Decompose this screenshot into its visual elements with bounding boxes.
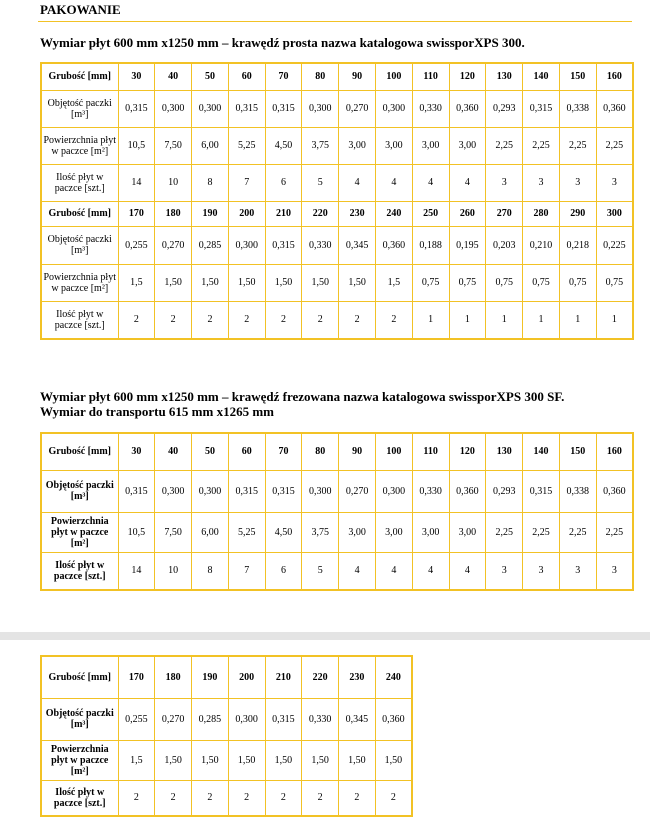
cell-count: 7: [228, 164, 265, 201]
cell-thickness: 60: [228, 63, 265, 90]
cell-count: 7: [228, 552, 265, 590]
block2-volume-row: [41, 226, 633, 264]
cell-count: 4: [339, 164, 376, 201]
cell-count: 2: [155, 780, 192, 816]
cell-area: 1,50: [192, 264, 229, 301]
cell-area: 10,5: [118, 127, 155, 164]
cell-count: 14: [118, 164, 155, 201]
cell-volume: 0,300: [302, 470, 339, 512]
cell-volume: 0,315: [228, 90, 265, 127]
cell-count: 4: [412, 164, 449, 201]
block1-area-row: [41, 127, 633, 164]
cell-area: 0,75: [449, 264, 486, 301]
block2-thickness-row: [41, 656, 412, 698]
cell-count: 2: [375, 780, 412, 816]
cell-thickness: 110: [412, 433, 449, 470]
cell-area: 1,50: [155, 264, 192, 301]
cell-area: 0,75: [412, 264, 449, 301]
cell-volume: 0,360: [449, 90, 486, 127]
cell-volume: 0,360: [596, 470, 633, 512]
cell-thickness: 240: [375, 201, 412, 226]
block1-count-row: [41, 164, 633, 201]
cell-thickness: 150: [559, 63, 596, 90]
cell-thickness: 190: [192, 656, 229, 698]
cell-count: 2: [118, 780, 155, 816]
cell-count: 2: [265, 780, 302, 816]
cell-thickness: 180: [155, 656, 192, 698]
cell-thickness: 300: [596, 201, 633, 226]
cell-area: 2,25: [523, 512, 560, 552]
cell-area: 3,00: [449, 512, 486, 552]
cell-area: 4,50: [265, 127, 302, 164]
cell-thickness: 70: [265, 63, 302, 90]
cell-volume: 0,330: [412, 470, 449, 512]
cell-area: 0,75: [523, 264, 560, 301]
cell-thickness: 200: [228, 201, 265, 226]
cell-thickness: 290: [559, 201, 596, 226]
block2-area-row: [41, 264, 633, 301]
cell-volume: 0,285: [192, 698, 229, 740]
cell-thickness: 130: [486, 63, 523, 90]
cell-thickness: 160: [596, 63, 633, 90]
cell-thickness: 120: [449, 63, 486, 90]
cell-thickness: 50: [192, 63, 229, 90]
cell-count: 2: [228, 301, 265, 339]
title-divider: [38, 21, 632, 22]
cell-area: 3,00: [412, 512, 449, 552]
cell-count: 2: [192, 301, 229, 339]
cell-area: 1,50: [302, 740, 339, 780]
cell-thickness: 260: [449, 201, 486, 226]
block2-thickness-row: [41, 201, 633, 226]
cell-thickness: 190: [192, 201, 229, 226]
cell-thickness: 90: [339, 63, 376, 90]
cell-volume: 0,255: [118, 226, 155, 264]
cell-area: 1,50: [375, 740, 412, 780]
row-label-count: Ilość płyt w paczce [szt.]: [41, 301, 118, 339]
section2-heading-line1: Wymiar płyt 600 mm x1250 mm – krawędź frezowana nazwa katalogowa swissporXPS 300 SF.: [40, 389, 565, 404]
cell-thickness: 100: [375, 63, 412, 90]
cell-volume: 0,315: [265, 698, 302, 740]
packaging-table-milled-edge-continued: [40, 655, 413, 817]
cell-count: 2: [339, 780, 376, 816]
cell-count: 4: [449, 164, 486, 201]
cell-volume: 0,300: [155, 470, 192, 512]
row-label-count: Ilość płyt w paczce [szt.]: [41, 164, 118, 201]
row-label-thickness: Grubość [mm]: [41, 433, 118, 470]
cell-count: 4: [412, 552, 449, 590]
cell-thickness: 30: [118, 433, 155, 470]
cell-area: 3,00: [339, 127, 376, 164]
cell-area: 1,50: [228, 264, 265, 301]
cell-area: 1,50: [339, 264, 376, 301]
cell-count: 8: [192, 552, 229, 590]
cell-area: 2,25: [486, 512, 523, 552]
cell-volume: 0,315: [265, 90, 302, 127]
cell-area: 2,25: [486, 127, 523, 164]
cell-area: 2,25: [596, 512, 633, 552]
cell-thickness: 180: [155, 201, 192, 226]
cell-count: 2: [302, 780, 339, 816]
cell-count: 14: [118, 552, 155, 590]
cell-count: 8: [192, 164, 229, 201]
section1-heading: Wymiar płyt 600 mm x1250 mm – krawędź prosta nazwa katalogowa swissporXPS 300.: [40, 35, 525, 50]
row-label-volume: Objętość paczki [m³]: [41, 90, 118, 127]
cell-volume: 0,360: [449, 470, 486, 512]
cell-area: 2,25: [596, 127, 633, 164]
cell-volume: 0,315: [523, 470, 560, 512]
packaging-table-milled-edge: [40, 432, 634, 591]
cell-area: 3,00: [412, 127, 449, 164]
cell-count: 1: [523, 301, 560, 339]
cell-count: 10: [155, 552, 192, 590]
cell-volume: 0,315: [118, 90, 155, 127]
cell-thickness: 170: [118, 656, 155, 698]
cell-count: 3: [596, 552, 633, 590]
cell-count: 4: [375, 552, 412, 590]
cell-count: 2: [155, 301, 192, 339]
cell-volume: 0,330: [412, 90, 449, 127]
cell-count: 2: [302, 301, 339, 339]
cell-count: 1: [412, 301, 449, 339]
cell-volume: 0,315: [228, 470, 265, 512]
block1-volume-row: [41, 470, 633, 512]
cell-volume: 0,300: [192, 90, 229, 127]
cell-area: 1,5: [118, 740, 155, 780]
cell-count: 10: [155, 164, 192, 201]
cell-thickness: 280: [523, 201, 560, 226]
cell-thickness: 150: [559, 433, 596, 470]
cell-area: 0,75: [596, 264, 633, 301]
cell-thickness: 30: [118, 63, 155, 90]
cell-thickness: 210: [265, 201, 302, 226]
cell-area: 6,00: [192, 127, 229, 164]
cell-count: 3: [486, 552, 523, 590]
cell-volume: 0,285: [192, 226, 229, 264]
cell-thickness: 80: [302, 433, 339, 470]
cell-thickness: 40: [155, 433, 192, 470]
cell-area: 1,50: [192, 740, 229, 780]
cell-volume: 0,225: [596, 226, 633, 264]
cell-area: 5,25: [228, 512, 265, 552]
cell-count: 4: [449, 552, 486, 590]
cell-area: 1,5: [375, 264, 412, 301]
cell-count: 6: [265, 552, 302, 590]
cell-volume: 0,360: [375, 698, 412, 740]
cell-thickness: 220: [302, 201, 339, 226]
cell-volume: 0,210: [523, 226, 560, 264]
cell-volume: 0,300: [192, 470, 229, 512]
cell-count: 3: [559, 552, 596, 590]
cell-count: 3: [486, 164, 523, 201]
cell-area: 1,50: [339, 740, 376, 780]
packaging-table-straight-edge: [40, 62, 634, 340]
cell-count: 2: [192, 780, 229, 816]
cell-volume: 0,300: [375, 90, 412, 127]
cell-count: 1: [596, 301, 633, 339]
cell-area: 7,50: [155, 127, 192, 164]
row-label-count: Ilość płyt w paczce [szt.]: [41, 552, 118, 590]
cell-volume: 0,300: [228, 698, 265, 740]
cell-volume: 0,300: [228, 226, 265, 264]
cell-count: 3: [559, 164, 596, 201]
cell-thickness: 60: [228, 433, 265, 470]
cell-thickness: 50: [192, 433, 229, 470]
cell-volume: 0,300: [302, 90, 339, 127]
block2-area-row: [41, 740, 412, 780]
block2-count-row: [41, 301, 633, 339]
cell-count: 2: [228, 780, 265, 816]
cell-count: 3: [523, 552, 560, 590]
block2-volume-row: [41, 698, 412, 740]
cell-area: 5,25: [228, 127, 265, 164]
block1-count-row: [41, 552, 633, 590]
cell-volume: 0,338: [559, 90, 596, 127]
cell-volume: 0,293: [486, 470, 523, 512]
cell-area: 1,5: [118, 264, 155, 301]
cell-area: 7,50: [155, 512, 192, 552]
row-label-volume: Objętość paczki [m³]: [41, 226, 118, 264]
row-label-area: Powierzchnia płyt w paczce [m²]: [41, 740, 118, 780]
cell-area: 3,00: [375, 127, 412, 164]
cell-count: 2: [118, 301, 155, 339]
section2-heading-line2: Wymiar do transportu 615 mm x1265 mm: [40, 404, 274, 419]
cell-thickness: 70: [265, 433, 302, 470]
cell-volume: 0,195: [449, 226, 486, 264]
cell-volume: 0,270: [339, 90, 376, 127]
cell-thickness: 120: [449, 433, 486, 470]
cell-volume: 0,218: [559, 226, 596, 264]
cell-thickness: 80: [302, 63, 339, 90]
cell-area: 3,00: [449, 127, 486, 164]
cell-thickness: 40: [155, 63, 192, 90]
cell-volume: 0,345: [339, 226, 376, 264]
cell-volume: 0,255: [118, 698, 155, 740]
cell-area: 2,25: [523, 127, 560, 164]
cell-volume: 0,315: [265, 470, 302, 512]
cell-area: 3,00: [339, 512, 376, 552]
cell-area: 1,50: [228, 740, 265, 780]
cell-count: 4: [339, 552, 376, 590]
cell-volume: 0,203: [486, 226, 523, 264]
cell-count: 5: [302, 164, 339, 201]
cell-count: 3: [523, 164, 560, 201]
cell-area: 2,25: [559, 127, 596, 164]
cell-thickness: 140: [523, 63, 560, 90]
cell-area: 1,50: [265, 264, 302, 301]
cell-count: 3: [596, 164, 633, 201]
page-break-gap: [0, 632, 650, 640]
cell-count: 2: [375, 301, 412, 339]
row-label-area: Powierzchnia płyt w paczce [m²]: [41, 512, 118, 552]
cell-area: 3,75: [302, 512, 339, 552]
cell-thickness: 90: [339, 433, 376, 470]
row-label-volume: Objętość paczki [m³]: [41, 698, 118, 740]
cell-area: 3,75: [302, 127, 339, 164]
cell-count: 2: [339, 301, 376, 339]
cell-volume: 0,360: [375, 226, 412, 264]
cell-volume: 0,293: [486, 90, 523, 127]
cell-count: 2: [265, 301, 302, 339]
block1-thickness-row: [41, 433, 633, 470]
cell-thickness: 220: [302, 656, 339, 698]
row-label-thickness: Grubość [mm]: [41, 201, 118, 226]
cell-thickness: 130: [486, 433, 523, 470]
cell-volume: 0,345: [339, 698, 376, 740]
row-label-thickness: Grubość [mm]: [41, 63, 118, 90]
block2-count-row: [41, 780, 412, 816]
cell-thickness: 100: [375, 433, 412, 470]
cell-count: 4: [375, 164, 412, 201]
cell-volume: 0,360: [596, 90, 633, 127]
cell-thickness: 240: [375, 656, 412, 698]
cell-area: 2,25: [559, 512, 596, 552]
block1-area-row: [41, 512, 633, 552]
cell-thickness: 210: [265, 656, 302, 698]
row-label-thickness: Grubość [mm]: [41, 656, 118, 698]
cell-thickness: 200: [228, 656, 265, 698]
block1-volume-row: [41, 90, 633, 127]
cell-volume: 0,300: [155, 90, 192, 127]
cell-count: 5: [302, 552, 339, 590]
cell-thickness: 170: [118, 201, 155, 226]
cell-volume: 0,300: [375, 470, 412, 512]
cell-area: 6,00: [192, 512, 229, 552]
cell-volume: 0,270: [155, 698, 192, 740]
cell-area: 3,00: [375, 512, 412, 552]
cell-area: 10,5: [118, 512, 155, 552]
cell-area: 0,75: [559, 264, 596, 301]
cell-volume: 0,315: [118, 470, 155, 512]
cell-thickness: 140: [523, 433, 560, 470]
cell-area: 4,50: [265, 512, 302, 552]
cell-count: 6: [265, 164, 302, 201]
cell-volume: 0,315: [265, 226, 302, 264]
row-label-count: Ilość płyt w paczce [szt.]: [41, 780, 118, 816]
row-label-area: Powierzchnia płyt w paczce [m²]: [41, 264, 118, 301]
cell-area: 1,50: [155, 740, 192, 780]
cell-count: 1: [559, 301, 596, 339]
cell-thickness: 110: [412, 63, 449, 90]
cell-area: 1,50: [302, 264, 339, 301]
cell-thickness: 230: [339, 656, 376, 698]
cell-volume: 0,330: [302, 698, 339, 740]
cell-count: 1: [449, 301, 486, 339]
row-label-volume: Objętość paczki [m³]: [41, 470, 118, 512]
cell-count: 1: [486, 301, 523, 339]
cell-thickness: 270: [486, 201, 523, 226]
page-title: PAKOWANIE: [40, 2, 121, 17]
cell-area: 0,75: [486, 264, 523, 301]
cell-volume: 0,270: [339, 470, 376, 512]
cell-volume: 0,188: [412, 226, 449, 264]
cell-volume: 0,338: [559, 470, 596, 512]
block1-thickness-row: [41, 63, 633, 90]
cell-volume: 0,330: [302, 226, 339, 264]
cell-thickness: 250: [412, 201, 449, 226]
cell-volume: 0,270: [155, 226, 192, 264]
cell-thickness: 230: [339, 201, 376, 226]
cell-thickness: 160: [596, 433, 633, 470]
cell-volume: 0,315: [523, 90, 560, 127]
row-label-area: Powierzchnia płyt w paczce [m²]: [41, 127, 118, 164]
cell-area: 1,50: [265, 740, 302, 780]
